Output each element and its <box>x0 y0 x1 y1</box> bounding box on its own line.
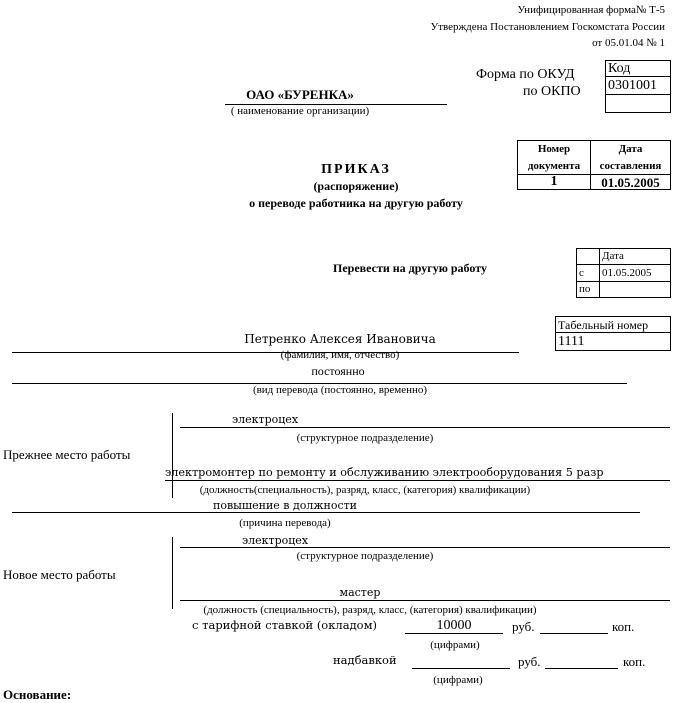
okud-label: Форма по ОКУД <box>476 67 575 82</box>
new-position-line <box>180 600 670 601</box>
previous-position: электромонтер по ремонту и обслуживанию электрооборудования 5 разр <box>165 466 604 479</box>
okpo-code <box>606 95 671 113</box>
from-label: с <box>577 265 600 282</box>
organization-name: ОАО «БУРЕНКА» <box>246 87 354 102</box>
bonus-rub-label: руб. <box>518 654 541 669</box>
previous-department: электроцех <box>231 413 299 426</box>
new-label: Новое место работы <box>3 567 116 582</box>
reason-caption: (причина перевода) <box>239 517 331 529</box>
new-department-line <box>180 547 670 548</box>
transfer-date-table <box>576 248 671 298</box>
transfer-label: Перевести на другую работу <box>333 261 487 275</box>
rate-kop-line <box>540 633 608 634</box>
previous-position-caption: (должность(специальность), разряд, класс, (категория) квалификации) <box>199 484 531 496</box>
basis-label: Основание: <box>3 687 72 702</box>
previous-department-line <box>180 427 670 428</box>
tab-number: 1111 <box>556 333 671 351</box>
employee-name: Петренко Алексея Ивановича <box>244 332 436 346</box>
document-table <box>517 140 671 190</box>
new-department-caption: (структурное подразделение) <box>296 550 434 562</box>
doc-number-header: Номер документа <box>518 141 591 175</box>
name-caption: (фамилия, имя, отчество) <box>280 349 400 361</box>
rate-kop-label: коп. <box>612 619 635 634</box>
rate-digits-caption: (цифрами) <box>430 639 480 651</box>
new-department: электроцех <box>241 534 309 547</box>
code-header: Код <box>606 61 671 77</box>
from-date: 01.05.2005 <box>600 265 671 282</box>
reason-line <box>12 512 640 513</box>
bonus-kop-line <box>545 668 618 669</box>
tab-number-label: Табельный номер <box>556 317 671 333</box>
form-header-line3: от 05.01.04 № 1 <box>592 37 665 49</box>
form-header-line1: Унифицированная форма№ Т-5 <box>517 4 665 16</box>
doc-number: 1 <box>518 175 591 190</box>
bonus-kop-label: коп. <box>623 654 646 669</box>
rate-rub-label: руб. <box>512 619 535 634</box>
previous-position-line <box>165 480 670 481</box>
previous-label: Прежнее место работы <box>3 447 131 462</box>
to-date <box>600 282 671 298</box>
form-header-line2: Утверждена Постановлением Госкомстата России <box>430 21 665 33</box>
new-position-caption: (должность (специальность), разряд, класс, (категория) квалификации) <box>203 604 537 616</box>
organization-caption: ( наименование организации) <box>230 105 370 117</box>
okud-code: 0301001 <box>606 77 671 95</box>
to-label: по <box>577 282 600 298</box>
transfer-type: постоянно <box>311 364 365 378</box>
bonus-label: надбавкой <box>333 653 397 667</box>
order-title: ПРИКАЗ <box>321 162 391 177</box>
bonus-rub-line <box>412 668 510 669</box>
previous-department-caption: (структурное подразделение) <box>296 432 434 444</box>
doc-date-header: Дата составления <box>591 141 671 175</box>
code-box <box>605 60 671 113</box>
bonus-digits-caption: (цифрами) <box>433 674 483 686</box>
date-header: Дата <box>600 249 671 265</box>
order-subject: о переводе работника на другую работу <box>249 196 463 210</box>
transfer-type-caption: (вид перевода (постоянно, временно) <box>252 384 428 396</box>
rate-rub-value: 10000 <box>436 618 472 633</box>
okpo-label: по ОКПО <box>523 84 581 99</box>
rate-label: с тарифной ставкой (окладом) <box>192 618 378 632</box>
order-subtitle: (распоряжение) <box>313 179 399 193</box>
tab-number-box <box>555 316 671 351</box>
transfer-reason: повышение в должности <box>212 499 358 512</box>
new-bracket <box>172 537 173 609</box>
doc-date: 01.05.2005 <box>591 175 671 190</box>
rate-rub-line <box>405 633 503 634</box>
new-position: мастер <box>339 586 381 599</box>
